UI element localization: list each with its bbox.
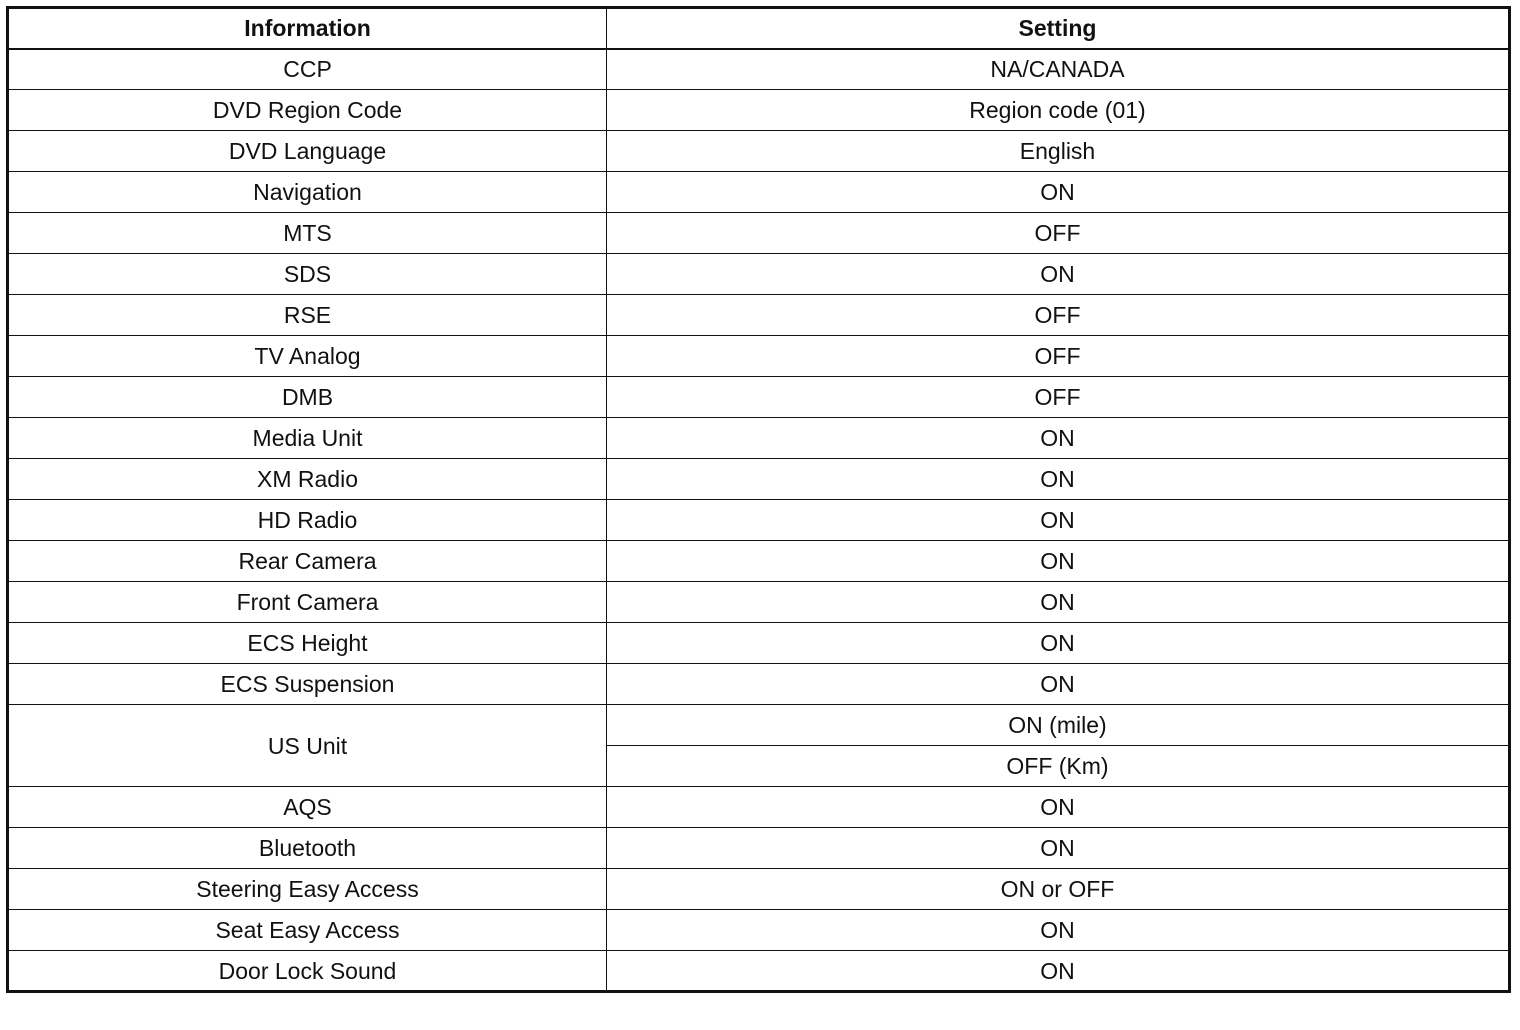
table-row [8,213,1510,254]
information-cell: AQS [8,787,607,828]
table-row [8,377,1510,418]
information-cell: DMB [8,377,607,418]
table-row [8,910,1510,951]
setting-cell: OFF [607,213,1510,254]
setting-cell: English [607,131,1510,172]
information-cell: CCP [8,49,607,90]
setting-cell: OFF [607,377,1510,418]
setting-cell: OFF [607,336,1510,377]
table-row [8,869,1510,910]
table-row [8,787,1510,828]
information-cell: Door Lock Sound [8,951,607,992]
table-row [8,705,1510,746]
information-cell: ECS Height [8,623,607,664]
information-cell: DVD Region Code [8,90,607,131]
setting-cell: OFF [607,295,1510,336]
information-cell-us-unit: US Unit [8,705,607,787]
setting-cell-us-unit-on: ON (mile) [607,705,1510,746]
information-cell: TV Analog [8,336,607,377]
information-cell: Front Camera [8,582,607,623]
table-row [8,418,1510,459]
table-row [8,131,1510,172]
setting-cell: ON [607,828,1510,869]
information-cell: XM Radio [8,459,607,500]
table-row [8,295,1510,336]
table-row [8,664,1510,705]
setting-cell: ON or OFF [607,869,1510,910]
setting-cell: ON [607,787,1510,828]
setting-cell: ON [607,172,1510,213]
setting-cell: ON [607,910,1510,951]
table-row [8,172,1510,213]
table-row [8,500,1510,541]
setting-cell: Region code (01) [607,90,1510,131]
table-row [8,582,1510,623]
information-cell: HD Radio [8,500,607,541]
table-row [8,90,1510,131]
table-row [8,828,1510,869]
table-row [8,541,1510,582]
information-cell: DVD Language [8,131,607,172]
information-column-header: Information [8,8,607,49]
information-cell: Media Unit [8,418,607,459]
setting-cell: ON [607,459,1510,500]
table-row [8,623,1510,664]
information-cell: Steering Easy Access [8,869,607,910]
setting-cell: ON [607,623,1510,664]
table-row [8,951,1510,992]
information-cell: ECS Suspension [8,664,607,705]
setting-cell: ON [607,418,1510,459]
information-cell: Navigation [8,172,607,213]
information-cell: Bluetooth [8,828,607,869]
setting-cell: ON [607,664,1510,705]
information-cell: Seat Easy Access [8,910,607,951]
setting-column-header: Setting [607,8,1510,49]
setting-cell: ON [607,254,1510,295]
setting-cell: NA/CANADA [607,49,1510,90]
table-row [8,336,1510,377]
setting-cell: ON [607,500,1510,541]
setting-cell: ON [607,541,1510,582]
table-row [8,254,1510,295]
information-cell: MTS [8,213,607,254]
settings-table [6,6,1511,993]
table-row [8,49,1510,90]
table-row [8,459,1510,500]
setting-cell-us-unit-off: OFF (Km) [607,746,1510,787]
information-cell: RSE [8,295,607,336]
setting-cell: ON [607,582,1510,623]
information-cell: SDS [8,254,607,295]
information-cell: Rear Camera [8,541,607,582]
header-row [8,8,1510,49]
setting-cell: ON [607,951,1510,992]
